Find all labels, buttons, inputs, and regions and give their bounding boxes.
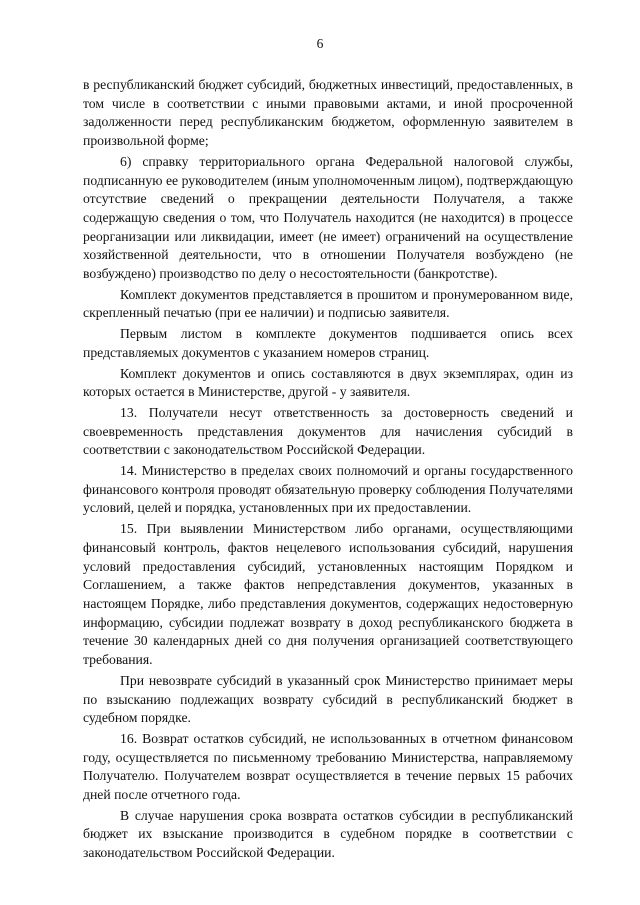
paragraph-non-return-court: При невозврате субсидий в указанный срок Министерство принимает меры по взысканию подлежащих возврату субсидий в республиканский бюджет в судебном порядке.	[83, 672, 573, 726]
paragraph-continuation: в республиканский бюджет субсидий, бюджетных инвестиций, предоставленных, в том числе в соответствии с иными правовыми актами, и иной просроченной задолженности перед республиканским бюджетом, оформленную заявителем в произвольной форме;	[83, 77, 573, 149]
paragraph-16-unused-balance: 16. Возврат остатков субсидий, не использованных в отчетном финансовом году, осуществляется по письменному требованию Министерства, направляемому Получателю. Получателем возврат осуществляется в течение первых 15 рабочих дней после отчетного года.	[83, 730, 573, 803]
paragraph-15-refund: 15. При выявлении Министерством либо органами, осуществляющими финансовый контроль, фактов нецелевого использования субсидий, нарушения условий предоставления субсидий, установленных настоящим Порядком и Соглашением, а также фактов непредставления документов, указанных в настоящем Порядке, либо представления документов, содержащих недостоверную информацию, субсидии подлежат возврату в доход республиканского бюджета в течение 30 календарных дней со дня получения организацией соответствующего требования.	[83, 521, 573, 668]
paragraph-14-control: 14. Министерство в пределах своих полномочий и органы государственного финансового контроля проводят обязательную проверку соблюдения Получателями условий, целей и порядка, установленных при их предоставлении.	[83, 463, 573, 516]
document-body	[83, 76, 573, 865]
paragraph-two-copies: Комплект документов и опись составляются в двух экземплярах, один из которых остается в Министерстве, другой - у заявителя.	[83, 365, 573, 400]
paragraph-13-responsibility: 13. Получатели несут ответственность за достоверность сведений и своевременность представления документов для начисления субсидий в соответствии с законодательством Российской Федерации.	[83, 404, 573, 458]
paragraph-item-6-tax-certificate: 6) справку территориального органа Федеральной налоговой службы, подписанную ее руководителем (иным уполномоченным лицом), подтверждающую отсутствие сведений о прекращении деятельности Получателя, а также содержащую сведения о том, что Получатель находится (не находится) в процессе реорганизации или ликвидации, имеет (не имеет) ограничений на осуществление хозяйственной деятельности, что в отношении Получателя возбуждено (не возбуждено) производство по делу о несостоятельности (банкротстве).	[83, 153, 573, 282]
paragraph-deadline-violation: В случае нарушения срока возврата остатков субсидии в республиканский бюджет их взыскание производится в судебном порядке в соответствии с законодательством Российской Федерации.	[83, 807, 573, 861]
paragraph-first-sheet-inventory: Первым листом в комплекте документов подшивается опись всех представляемых документов с указанием номеров страниц.	[83, 326, 573, 360]
page-number: 6	[316, 36, 324, 51]
paragraph-document-kit: Комплект документов представляется в прошитом и пронумерованном виде, скрепленный печатью (при ее наличии) и подписью заявителя.	[83, 286, 573, 321]
